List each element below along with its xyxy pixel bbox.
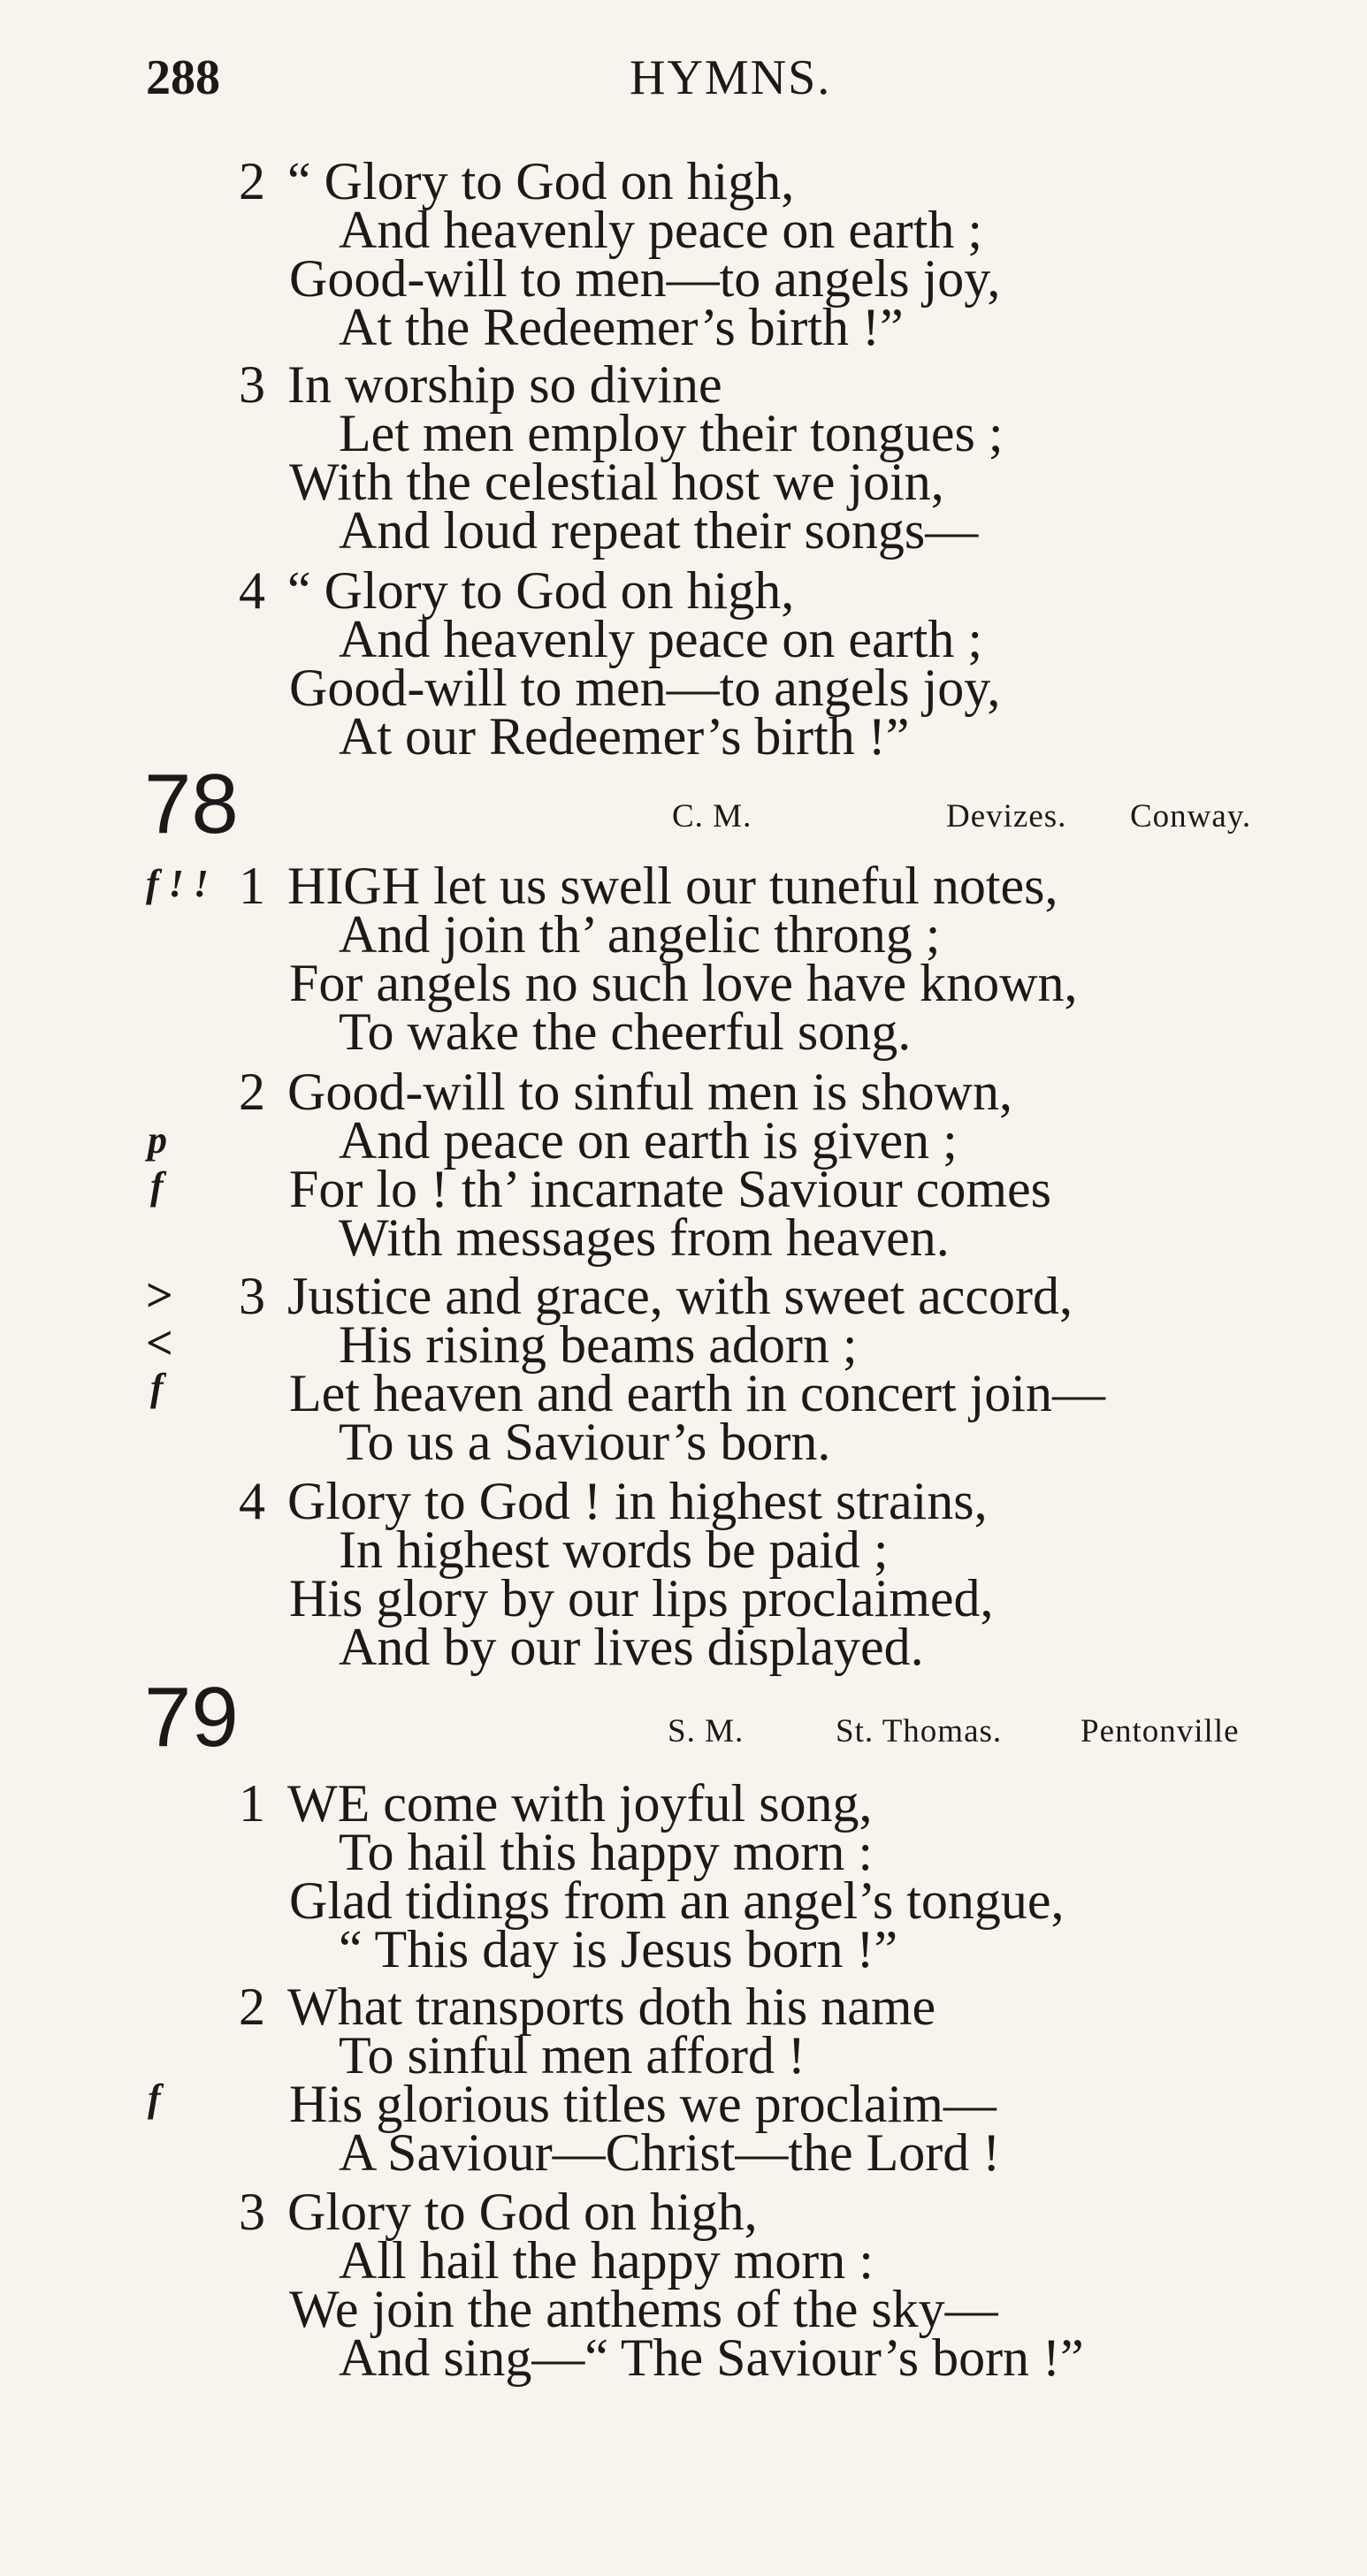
tune-name: Pentonville xyxy=(1081,1713,1240,1749)
dynamic-mark: f xyxy=(150,1164,164,1208)
diminuendo-mark: < xyxy=(146,1316,173,1369)
verse-line: Glory to God on high, xyxy=(287,2183,758,2241)
verse-line: For angels no such love have known, xyxy=(289,954,1078,1012)
verse-number: 3 xyxy=(239,1267,265,1325)
verse-line: And join th’ angelic throng ; xyxy=(339,905,941,964)
verse-line: Good-will to sinful men is shown, xyxy=(287,1063,1012,1121)
verse-line: For lo ! th’ incarnate Saviour comes xyxy=(289,1160,1051,1218)
verse-line: With the celestial host we join, xyxy=(289,453,944,511)
verse-number: 2 xyxy=(239,152,265,210)
tune-name: Conway. xyxy=(1130,798,1252,835)
meter: C. M. xyxy=(672,798,752,835)
verse-line: At the Redeemer’s birth !” xyxy=(339,298,904,356)
verse-line: To sinful men afford ! xyxy=(339,2026,806,2084)
verse-number: 1 xyxy=(239,857,265,915)
verse-line: And heavenly peace on earth ; xyxy=(339,201,982,259)
verse-line: All hail the happy morn : xyxy=(339,2231,874,2290)
dynamic-mark: p xyxy=(148,1118,167,1162)
verse-line: At our Redeemer’s birth !” xyxy=(339,707,910,766)
verse-line: To hail this happy morn : xyxy=(339,1823,874,1881)
verse-line: And by our lives displayed. xyxy=(339,1618,924,1676)
tune-name: St. Thomas. xyxy=(836,1713,1003,1749)
verse-number: 4 xyxy=(239,561,265,620)
verse-line: And heavenly peace on earth ; xyxy=(339,610,982,668)
verse-line: Let heaven and earth in concert join— xyxy=(289,1364,1105,1422)
verse-line: “ Glory to God on high, xyxy=(287,152,795,210)
verse-line: HIGH let us swell our tuneful notes, xyxy=(287,857,1058,915)
verse-line: With messages from heaven. xyxy=(339,1208,950,1267)
verse-line: Glory to God ! in highest strains, xyxy=(287,1472,988,1530)
running-title: HYMNS. xyxy=(630,50,832,105)
verse-number: 3 xyxy=(239,2183,265,2241)
hymn-number: 78 xyxy=(144,757,239,851)
verse-line: WE come with joyful song, xyxy=(287,1774,873,1833)
verse-line: “ This day is Jesus born !” xyxy=(339,1920,898,1978)
verse-number: 3 xyxy=(239,355,265,414)
verse-line: A Saviour—Christ—the Lord ! xyxy=(339,2123,1001,2182)
verse-line: Justice and grace, with sweet accord, xyxy=(287,1267,1073,1325)
verse-number: 2 xyxy=(239,1063,265,1121)
verse-line: What transports doth his name xyxy=(287,1978,936,2036)
verse-line: We join the anthems of the sky— xyxy=(289,2280,998,2338)
verse-line: His rising beams adorn ; xyxy=(339,1315,858,1374)
verse-line: In worship so divine xyxy=(287,355,722,414)
verse-line: Glad tidings from an angel’s tongue, xyxy=(289,1871,1065,1930)
verse-line: In highest words be paid ; xyxy=(339,1520,889,1579)
meter: S. M. xyxy=(668,1713,745,1749)
verse-line: To wake the cheerful song. xyxy=(339,1002,912,1061)
verse-line: His glorious titles we proclaim— xyxy=(289,2075,997,2133)
verse-line: And sing—“ The Saviour’s born !” xyxy=(339,2328,1084,2387)
verse-line: His glory by our lips proclaimed, xyxy=(289,1569,994,1627)
hymn-number: 79 xyxy=(144,1670,239,1764)
verse-line: “ Glory to God on high, xyxy=(287,561,795,620)
verse-line: Good-will to men—to angels joy, xyxy=(289,659,1001,717)
verse-line: And loud repeat their songs— xyxy=(339,501,979,560)
dynamic-mark: f xyxy=(148,2077,161,2120)
verse-number: 1 xyxy=(239,1774,265,1833)
verse-line: To us a Saviour’s born. xyxy=(339,1413,831,1471)
page-number: 288 xyxy=(146,50,220,105)
verse-line: And peace on earth is given ; xyxy=(339,1111,958,1170)
verse-line: Good-will to men—to angels joy, xyxy=(289,249,1001,308)
verse-line: Let men employ their tongues ; xyxy=(339,404,1004,462)
verse-number: 4 xyxy=(239,1472,265,1530)
dynamic-mark: f ! ! xyxy=(146,862,209,905)
dynamic-mark: f xyxy=(150,1366,164,1409)
verse-number: 2 xyxy=(239,1978,265,2036)
tune-name: Devizes. xyxy=(946,798,1067,835)
crescendo-mark: > xyxy=(146,1269,173,1322)
